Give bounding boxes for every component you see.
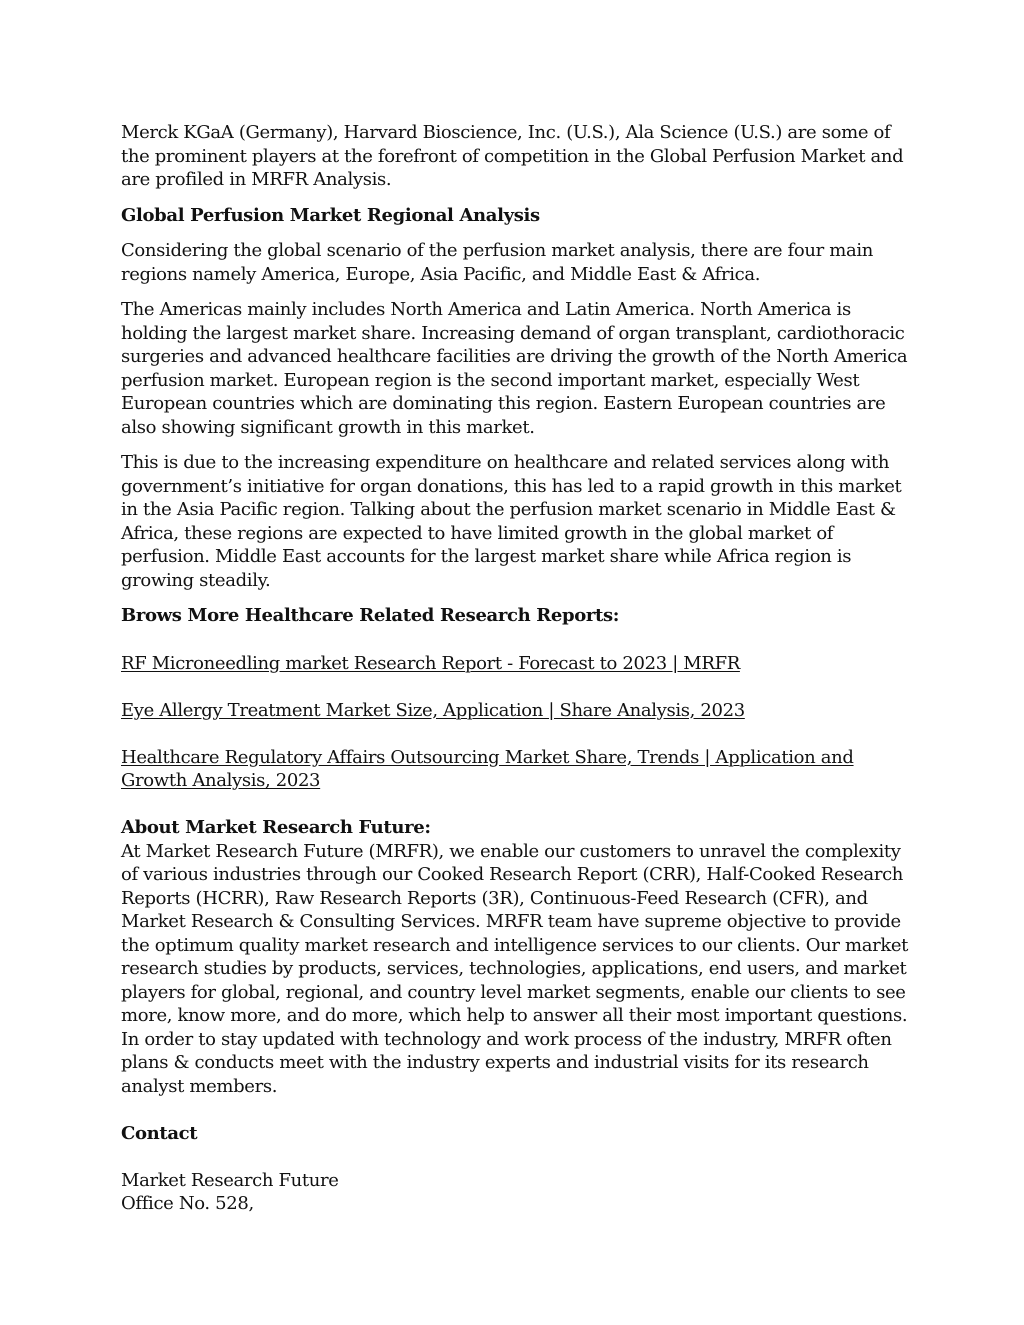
about-heading: About Market Research Future: xyxy=(121,817,431,838)
regional-paragraph: The Americas mainly includes North America and Latin America. North America is holding the largest market share. Increasing demand of organ transplant, cardiothoracic surgeries and advanced healthcare facilities are driving the growth of the North America perfusion market. European region is the second important market, especially West European countries which are dominating this region. Eastern European countries are also showing significant growth in this market. xyxy=(121,299,908,438)
related-reports-list xyxy=(121,652,911,793)
regional-analysis-heading: Global Perfusion Market Regional Analysis xyxy=(121,204,540,226)
report-link-eye-allergy[interactable]: Eye Allergy Treatment Market Size, Application | Share Analysis, 2023 xyxy=(121,699,745,721)
regional-paragraph: This is due to the increasing expenditure on healthcare and related services along with government’s initiative for organ donations, this has led to a rapid growth in this market in the Asia Pacific region. Talking about the perfusion market scenario in Middle East & Africa, these regions are expected to have limited growth in the global market of perfusion. Middle East accounts for the largest market share while Africa region is growing steadily. xyxy=(121,452,902,591)
document-page xyxy=(121,121,911,1216)
contact-office: Office No. 528, xyxy=(121,1193,254,1214)
intro-paragraph: Merck KGaA (Germany), Harvard Bioscience, Inc. (U.S.), Ala Science (U.S.) are some of the prominent players at the forefront of competition in the Global Perfusion Market and are profiled in MRFR Analysis. xyxy=(121,122,904,190)
regional-paragraph: Considering the global scenario of the perfusion market analysis, there are four main regions namely America, Europe, Asia Pacific, and Middle East & Africa. xyxy=(121,240,873,285)
about-body: At Market Research Future (MRFR), we enable our customers to unravel the complexity of various industries through our Cooked Research Report (CRR), Half-Cooked Research Reports (HCRR), Raw Research Reports (3R), Continuous-Feed Research (CFR), and Market Research & Consulting Services. MRFR team have supreme objective to provide the optimum quality market research and intelligence services to our clients. Our market research studies by products, services, technologies, applications, end users, and market players for global, regional, and country level market segments, enable our clients to see more, know more, and do more, which help to answer all their most important questions. In order to stay updated with technology and work process of the industry, MRFR often plans & conducts meet with the industry experts and industrial visits for its research analyst members. xyxy=(121,840,909,1097)
related-reports-heading: Brows More Healthcare Related Research Reports: xyxy=(121,605,620,626)
contact-company: Market Research Future xyxy=(121,1169,339,1191)
report-link-rf-microneedling[interactable]: RF Microneedling market Research Report - Forecast to 2023 | MRFR xyxy=(121,652,740,674)
contact-heading: Contact xyxy=(121,1122,198,1144)
report-link-regulatory-affairs[interactable]: Healthcare Regulatory Affairs Outsourcing Market Share, Trends | Application and Growth Analysis, 2023 xyxy=(121,746,854,791)
